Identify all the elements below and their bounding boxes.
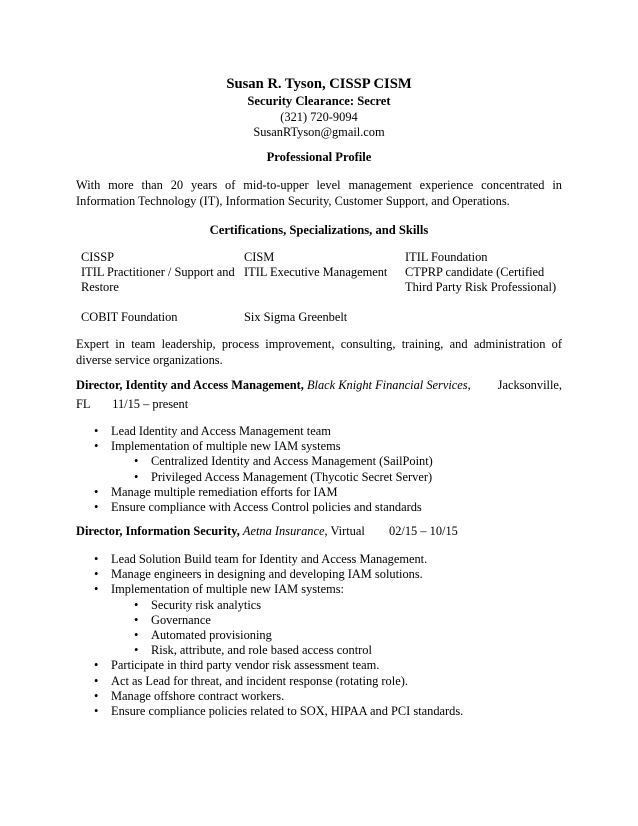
job-location: Jacksonville,: [497, 378, 562, 392]
job-location-state: FL: [76, 397, 90, 411]
list-item: • Manage engineers in designing and developing IAM solutions.: [94, 567, 423, 582]
list-item: • Security risk analytics: [134, 597, 262, 612]
bullet-icon: •: [134, 597, 139, 612]
list-item: • Implementation of multiple new IAM systems • Centralized Identity and Access Management (SailPoint) • Privileged Access Management (Thycotic Secret Server): [94, 439, 433, 484]
job-2-bullets: [94, 552, 463, 719]
job-company: Black Knight Financial Services,: [306, 378, 471, 392]
expertise-line-1: Expert in team leadership, process improvement, consulting, training, and administration of: [76, 337, 562, 351]
job-header-1: [76, 376, 562, 414]
list-item: • Lead Solution Build team for Identity and Access Management.: [94, 552, 428, 566]
profile-heading: Professional Profile: [266, 150, 372, 164]
bullet-icon: •: [134, 612, 139, 627]
security-clearance: Security Clearance: Secret: [247, 94, 391, 108]
candidate-name: Susan R. Tyson, CISSP CISM: [226, 76, 412, 92]
job-dates: 02/15 – 10/15: [389, 524, 458, 538]
bullet-icon: •: [94, 582, 99, 597]
job-location: , Virtual: [324, 524, 365, 538]
job-1-bullets: [94, 424, 433, 515]
bullet-icon: •: [94, 552, 99, 566]
cert-cell: Six Sigma Greenbelt: [244, 310, 348, 324]
job-company: Aetna Insurance: [242, 524, 325, 538]
list-item: • Manage offshore contract workers.: [94, 688, 285, 703]
list-item: • Ensure compliance with Access Control policies and standards: [94, 500, 422, 515]
bullet-icon: •: [134, 628, 139, 643]
email-address: SusanRTyson@gmail.com: [253, 125, 385, 139]
cert-cell: COBIT Foundation: [81, 310, 178, 324]
bullet-icon: •: [134, 643, 139, 658]
job-title: Director, Information Security,: [76, 524, 240, 538]
list-item: • Centralized Identity and Access Management (SailPoint): [134, 454, 433, 469]
list-item: • Automated provisioning: [134, 628, 272, 643]
list-item: • Implementation of multiple new IAM systems: • Security risk analytics • Governance • Automated provisioning • Risk, attribute, and role based access control: [94, 582, 463, 658]
list-item: • Manage multiple remediation efforts for IAM: [94, 484, 338, 499]
bullet-icon: •: [134, 469, 139, 484]
profile-summary: [76, 178, 562, 209]
job-dates: 11/15 – present: [112, 397, 189, 411]
cert-cell: CISSP: [81, 250, 115, 264]
profile-line-1: With more than 20 years of mid-to-upper level management experience concentrated in: [76, 178, 562, 192]
expertise-line-2: diverse service organizations.: [76, 352, 223, 367]
list-item: • Ensure compliance policies related to SOX, HIPAA and PCI standards.: [94, 704, 464, 719]
bullet-icon: •: [94, 500, 99, 515]
job-title: Director, Identity and Access Management,: [76, 378, 304, 392]
bullet-icon: •: [94, 673, 99, 688]
bullet-icon: •: [94, 567, 99, 582]
bullet-icon: •: [94, 424, 99, 438]
list-item: • Participate in third party vendor risk assessment team.: [94, 658, 380, 673]
bullet-icon: •: [94, 484, 99, 499]
bullet-icon: •: [94, 704, 99, 719]
profile-line-2: Information Technology (IT), Information Security, Customer Support, and Operations.: [76, 193, 510, 208]
cert-cell: CISM: [244, 250, 275, 264]
cert-cell: CTPRP candidate (Certified Third Party Risk Professional): [405, 265, 557, 294]
bullet-icon: •: [94, 688, 99, 703]
phone-number: (321) 720-9094: [280, 110, 358, 124]
list-item: • Risk, attribute, and role based access control: [134, 643, 372, 658]
cert-cell: ITIL Practitioner / Support and Restore: [81, 265, 235, 294]
bullet-icon: •: [94, 658, 99, 673]
cert-cell: ITIL Foundation: [405, 250, 488, 264]
list-item: • Act as Lead for threat, and incident response (rotating role).: [94, 673, 408, 688]
bullet-icon: •: [94, 439, 99, 454]
job-header-2: [76, 522, 562, 541]
list-item: • Governance: [134, 612, 211, 627]
cert-cell: ITIL Executive Management: [244, 265, 388, 279]
list-item: • Lead Identity and Access Management team: [94, 424, 331, 438]
expertise-summary: [76, 337, 562, 368]
certifications-heading: Certifications, Specializations, and Skills: [209, 223, 429, 237]
list-item: • Privileged Access Management (Thycotic Secret Server): [134, 469, 433, 484]
bullet-icon: •: [134, 454, 139, 469]
